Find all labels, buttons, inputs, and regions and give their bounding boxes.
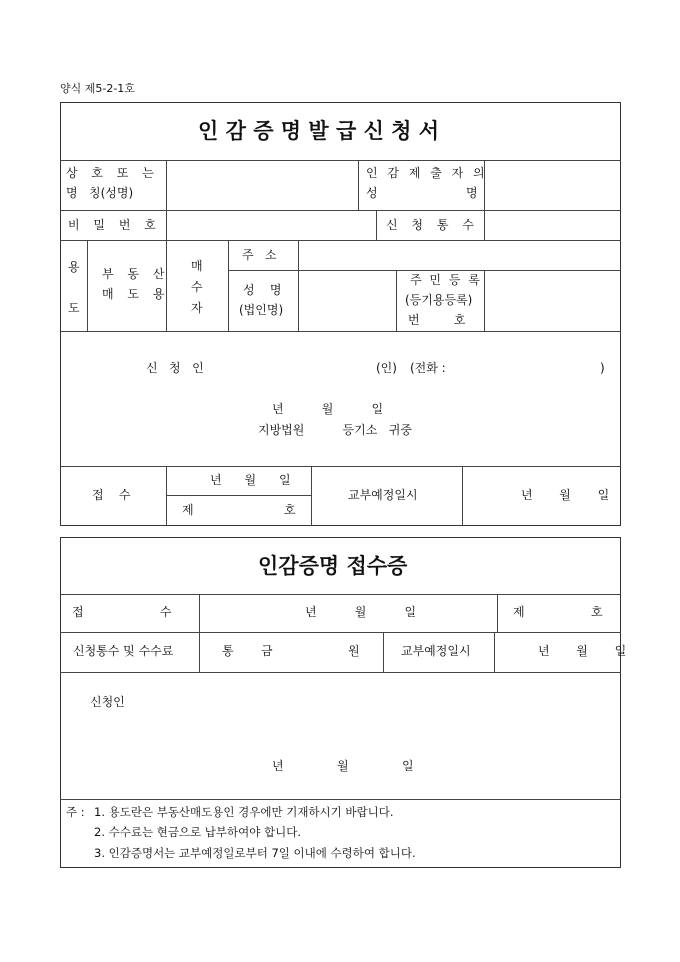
receipt-delivery-label: 교부예정일시 bbox=[401, 644, 471, 658]
name-label-2: (법인명) bbox=[239, 303, 284, 317]
application-date: 년 월 일 bbox=[272, 402, 384, 416]
address-label: 주 소 bbox=[242, 248, 277, 262]
purpose-label-2: 도 bbox=[68, 301, 80, 315]
receipt-title: 인감증명 접수증 bbox=[258, 553, 408, 578]
buyer-resident-no-field[interactable] bbox=[485, 271, 620, 330]
note-item: 1. 용도란은 부동산매도용인 경우에만 기재하시기 바랍니다. bbox=[94, 805, 394, 819]
copies-field[interactable] bbox=[485, 211, 620, 239]
buyer-name-field[interactable] bbox=[299, 271, 395, 330]
purpose-label: 용 bbox=[68, 260, 80, 274]
receipt-receipt-date: 년 월 일 bbox=[305, 605, 417, 619]
submitter-name-field[interactable] bbox=[485, 161, 620, 209]
delivery-date: 년 월 일 bbox=[521, 488, 610, 502]
real-estate-label-2: 매 도 용 bbox=[102, 287, 170, 301]
buyer-label: 매 bbox=[191, 259, 203, 273]
real-estate-label: 부 동 산 bbox=[102, 267, 170, 281]
notes-prefix: 주 : bbox=[66, 805, 85, 819]
form-number: 양식 제5-2-1호 bbox=[60, 82, 135, 95]
receipt-date: 년 월 일 bbox=[210, 473, 291, 487]
password-field[interactable] bbox=[167, 211, 375, 239]
name-label: 성 명 bbox=[243, 283, 282, 297]
receipt-no-prefix: 제 bbox=[182, 503, 194, 517]
phone-label: (전화 : bbox=[410, 361, 446, 375]
note-item: 2. 수수료는 현금으로 납부하여야 합니다. bbox=[94, 825, 301, 839]
submitter-label-3: 명 bbox=[466, 186, 478, 200]
copies-label: 신 청 통 수 bbox=[386, 218, 479, 232]
trade-name-label: 상 호 또 는 bbox=[66, 166, 159, 180]
resident-no-label-3: 번 호 bbox=[408, 313, 466, 327]
receipt-applicant-label: 신청인 bbox=[90, 695, 125, 709]
court-line: 지방법원 등기소 귀중 bbox=[258, 423, 412, 437]
note-item: 3. 인감증명서는 교부예정일로부터 7일 이내에 수령하여 합니다. bbox=[94, 846, 416, 860]
buyer-address-field[interactable] bbox=[299, 241, 620, 269]
receipt-no-prefix-2: 제 bbox=[513, 605, 525, 619]
receipt-no-suffix-2: 호 bbox=[591, 605, 603, 619]
trade-name-label-2: 명 칭(성명) bbox=[66, 186, 134, 200]
copies-unit: 통 bbox=[222, 644, 234, 658]
receipt-no-suffix: 호 bbox=[284, 503, 296, 517]
receipt-delivery-date: 년 월 일 bbox=[538, 644, 627, 658]
phone-close: ) bbox=[600, 361, 605, 375]
receipt-receipt-label: 접 수 bbox=[72, 605, 172, 619]
seal-label: (인) bbox=[376, 361, 397, 375]
amount-label: 금 bbox=[261, 644, 273, 658]
resident-no-label: 주 민 등 록 bbox=[410, 273, 482, 287]
receipt-date-line: 년 월 일 bbox=[272, 759, 414, 773]
application-title: 인 감 증 명 발 급 신 청 서 bbox=[198, 118, 440, 143]
buyer-label-2: 수 bbox=[191, 280, 203, 294]
submitter-label: 인 감 제 출 자 의 bbox=[366, 166, 488, 180]
password-label: 비 밀 번 호 bbox=[68, 218, 161, 232]
delivery-label: 교부예정일시 bbox=[348, 488, 418, 502]
buyer-label-3: 자 bbox=[191, 301, 203, 315]
applicant-label: 신 청 인 bbox=[146, 361, 204, 375]
resident-no-label-2: (등기용등록) bbox=[405, 293, 473, 307]
trade-name-field[interactable] bbox=[167, 161, 357, 209]
copies-fee-label: 신청통수 및 수수료 bbox=[73, 644, 174, 658]
receipt-label: 접 수 bbox=[92, 488, 131, 502]
won-label: 원 bbox=[348, 644, 360, 658]
submitter-label-2: 성 bbox=[366, 186, 378, 200]
